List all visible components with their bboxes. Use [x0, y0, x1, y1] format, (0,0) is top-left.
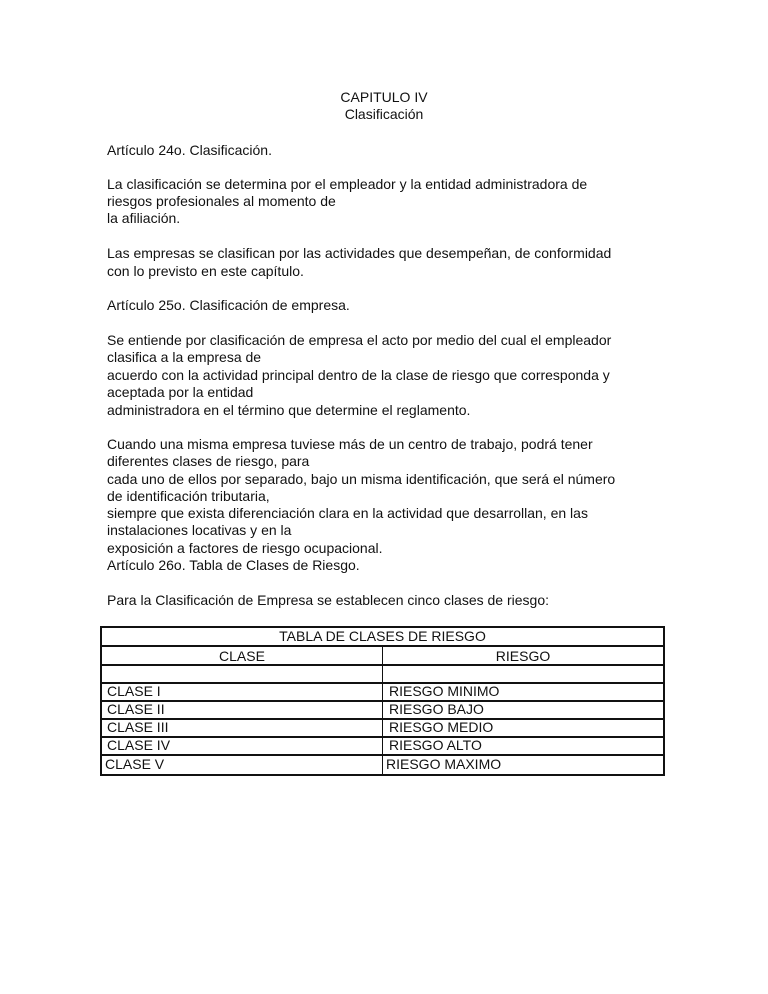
table-cell-riesgo: RIESGO ALTO — [389, 737, 482, 753]
paragraph-3-line-1: Se entiende por clasificación de empresa el acto por medio del cual el empleador — [107, 332, 612, 348]
table-cell-clase: CLASE IV — [107, 737, 171, 753]
paragraph-3-line-4: aceptada por la entidad — [107, 384, 254, 400]
paragraph-2-line-1: Las empresas se clasifican por las actividades que desempeñan, de conformidad — [107, 245, 612, 261]
table-cell-clase: CLASE II — [107, 701, 165, 717]
paragraph-4-line-2: diferentes clases de riesgo, para — [107, 453, 310, 469]
table-title: TABLA DE CLASES DE RIESGO — [279, 628, 486, 644]
article-24-title: Artículo 24o. Clasificación. — [107, 142, 272, 158]
paragraph-4-line-7: exposición a factores de riesgo ocupacional. — [107, 540, 383, 556]
table-divider — [102, 718, 663, 720]
table-cell-riesgo: RIESGO BAJO — [389, 701, 484, 717]
table-cell-riesgo: RIESGO MEDIO — [389, 719, 494, 735]
paragraph-1-line-3: la afiliación. — [107, 210, 181, 226]
article-25-title: Artículo 25o. Clasificación de empresa. — [107, 297, 350, 313]
paragraph-4-line-3: cada uno de ellos por separado, bajo un misma identificación, que será el número — [107, 471, 616, 487]
paragraph-1-line-1: La clasificación se determina por el empleador y la entidad administradora de — [107, 176, 588, 192]
column-header-clase: CLASE — [219, 648, 265, 664]
table-cell-clase: CLASE I — [107, 683, 161, 699]
paragraph-4-line-6: instalaciones locativas y en la — [107, 522, 292, 538]
table-cell-clase: CLASE V — [105, 756, 165, 772]
article-26-title: Artículo 26o. Tabla de Clases de Riesgo. — [107, 557, 360, 573]
table-cell-riesgo: RIESGO MINIMO — [389, 683, 500, 699]
risk-class-table — [100, 626, 665, 776]
table-divider — [102, 754, 663, 756]
paragraph-2-line-2: con lo previsto en este capítulo. — [107, 263, 304, 279]
table-cell-clase: CLASE III — [107, 719, 169, 735]
paragraph-3-line-2: clasifica a la empresa de — [107, 349, 262, 365]
paragraph-1-line-2: riesgos profesionales al momento de — [107, 193, 336, 209]
paragraph-4-line-5: siempre que exista diferenciación clara en la actividad que desarrollan, en las — [107, 505, 588, 521]
table-divider — [102, 736, 663, 738]
paragraph-5-line-1: Para la Clasificación de Empresa se establecen cinco clases de riesgo: — [107, 592, 550, 608]
table-divider — [102, 664, 663, 666]
table-divider — [102, 700, 663, 702]
paragraph-4-line-1: Cuando una misma empresa tuviese más de un centro de trabajo, podrá tener — [107, 436, 593, 452]
paragraph-3-line-5: administradora en el término que determine el reglamento. — [107, 402, 471, 418]
column-header-riesgo: RIESGO — [495, 648, 551, 664]
paragraph-4-line-4: de identificación tributaria, — [107, 488, 270, 504]
chapter-heading: CAPITULO IV — [340, 89, 428, 105]
table-cell-riesgo: RIESGO MAXIMO — [386, 756, 502, 772]
paragraph-3-line-3: acuerdo con la actividad principal dentro de la clase de riesgo que corresponda y — [107, 367, 610, 383]
table-divider — [102, 682, 663, 684]
chapter-subtitle: Clasificación — [344, 106, 424, 122]
